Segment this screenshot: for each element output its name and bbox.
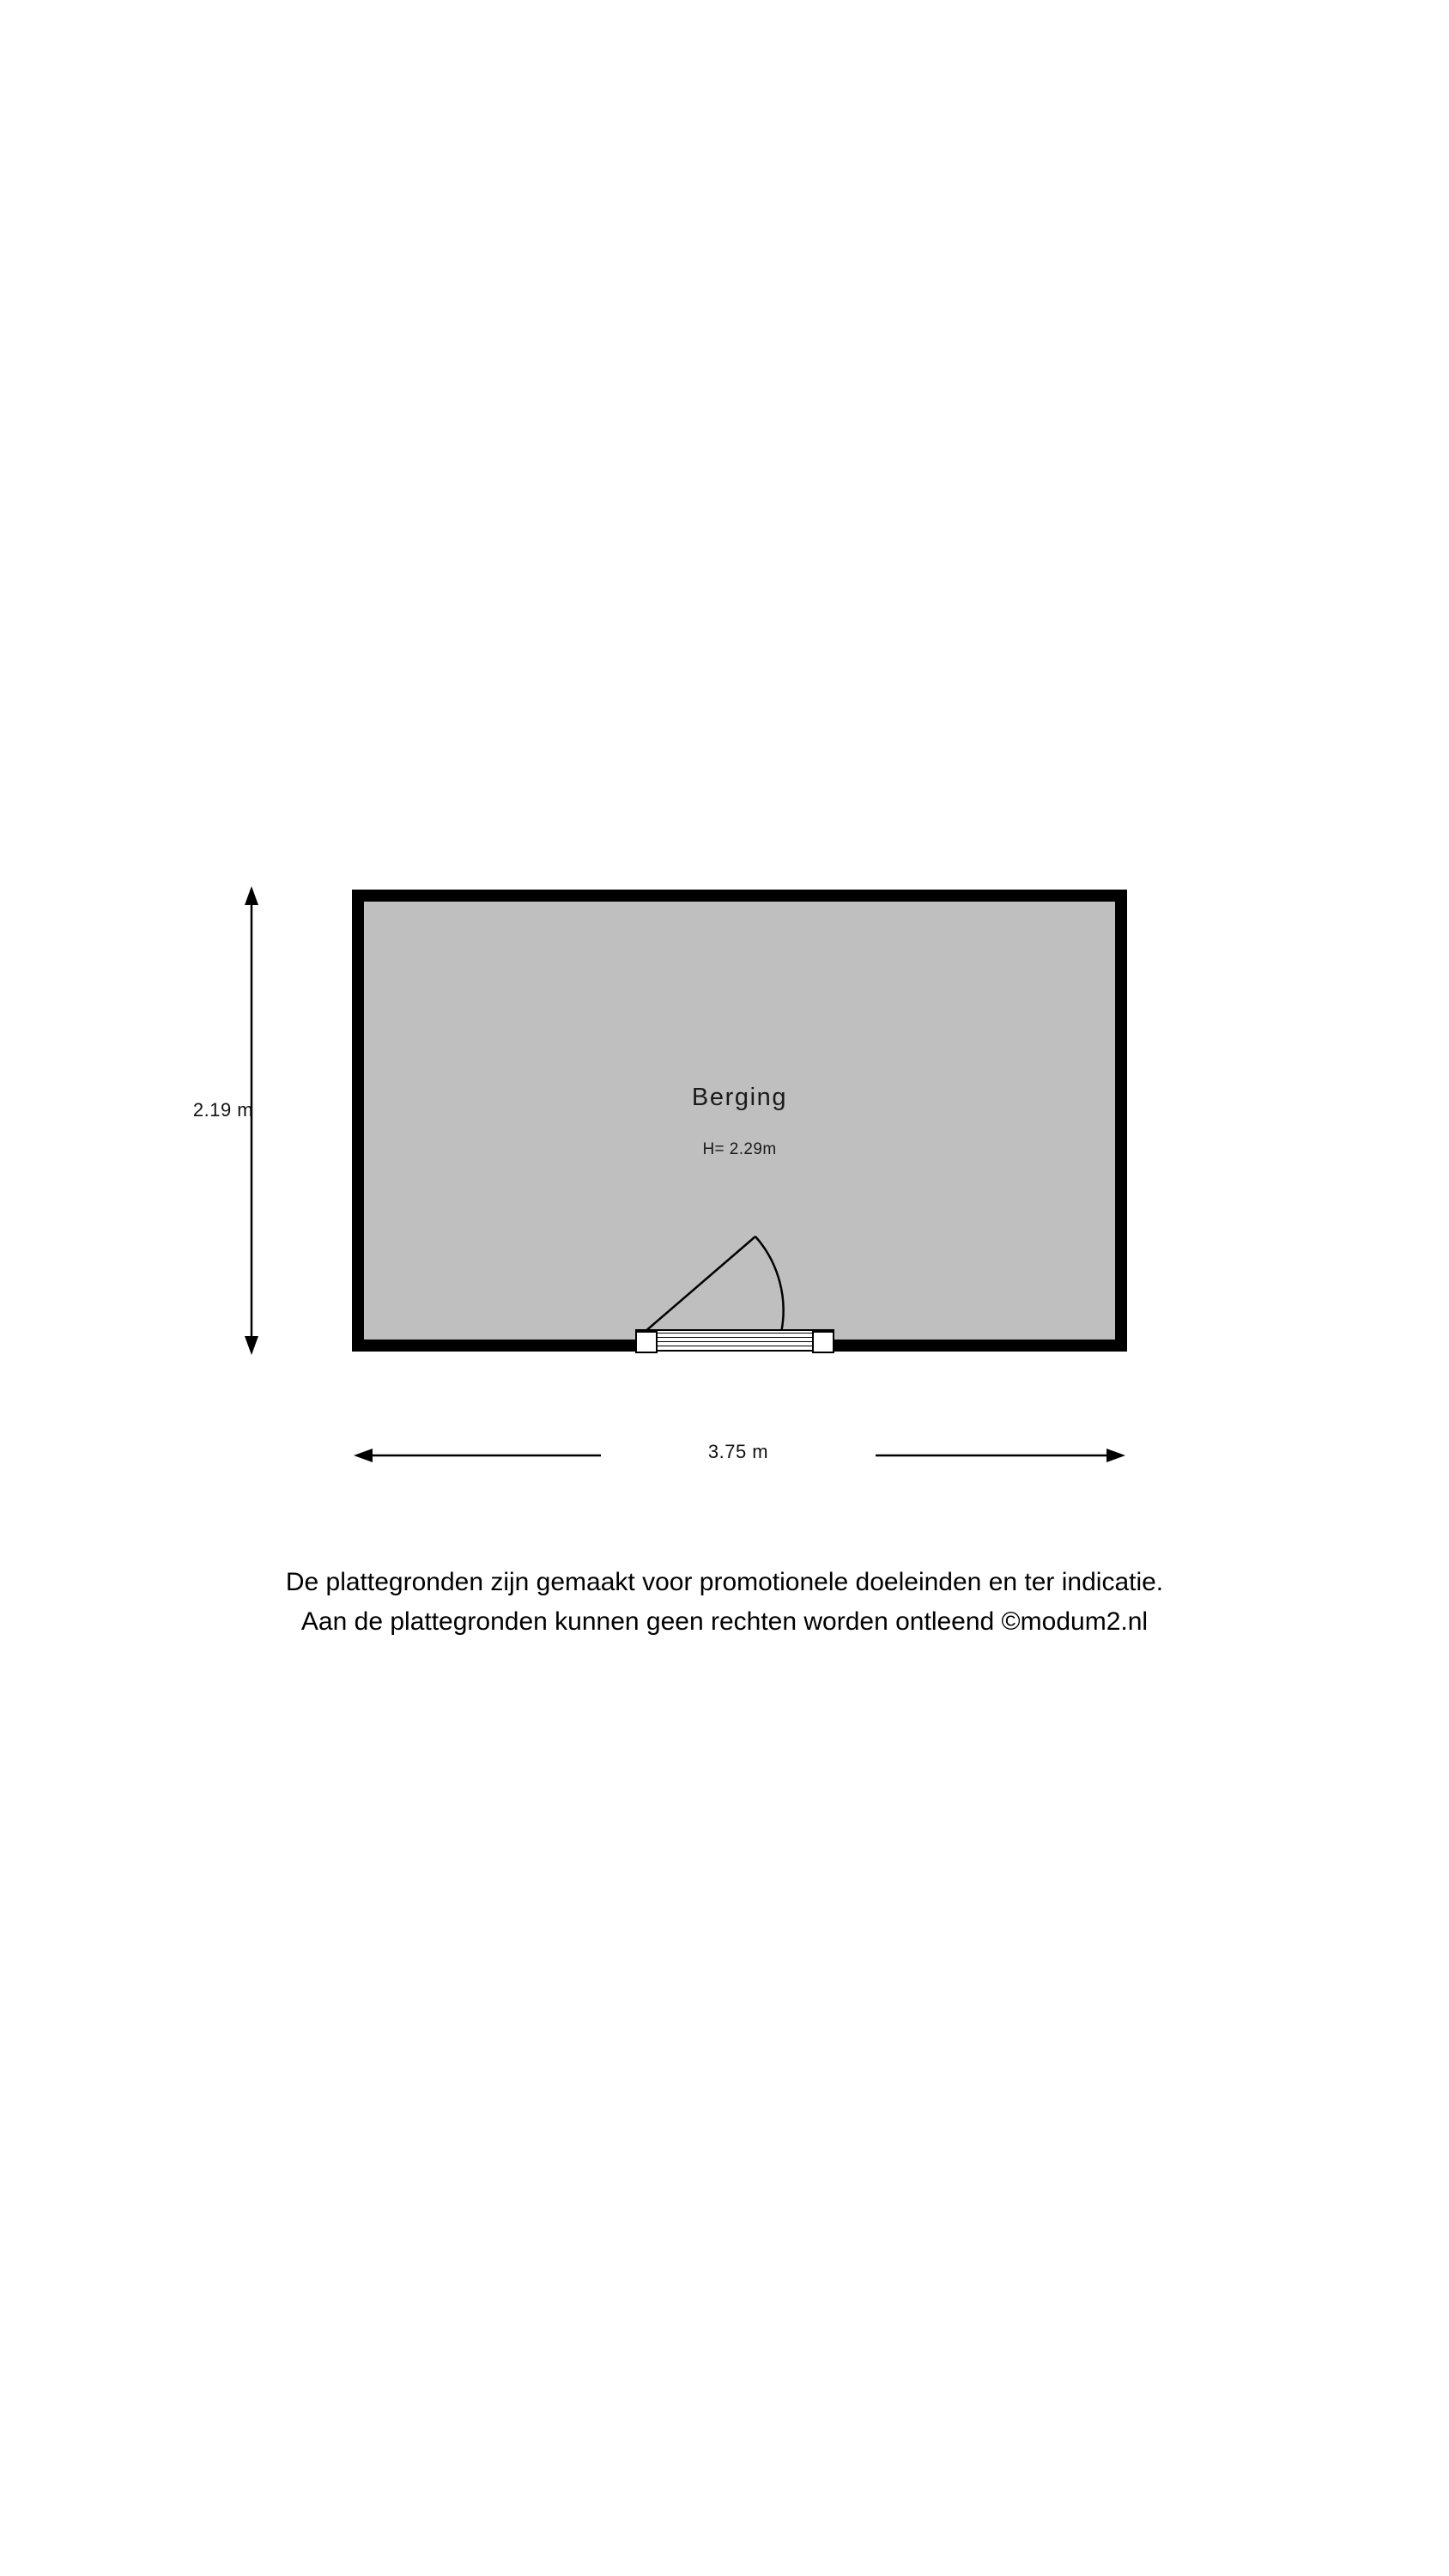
room-floor-berging	[364, 902, 1115, 1340]
door-jamb-right	[812, 1331, 834, 1353]
disclaimer-line-1: De plattegronden zijn gemaakt voor promotionele doeleinden en ter indicatie.	[285, 1568, 1164, 1596]
disclaimer-text	[0, 1563, 1449, 1642]
door-threshold-hatching	[658, 1333, 812, 1348]
dimension-label-horizontal: 3.75 m	[601, 1441, 876, 1463]
dimension-label-vertical: 2.19 m	[192, 1099, 254, 1121]
door-jamb-left	[635, 1331, 658, 1353]
room-ceiling-height-label: H= 2.29m	[702, 1140, 777, 1158]
room-label-berging: Berging	[691, 1084, 788, 1111]
disclaimer-line-2: Aan de plattegronden kunnen geen rechten worden ontleend ©modum2.nl	[300, 1607, 1149, 1636]
door-opening	[635, 1329, 834, 1352]
